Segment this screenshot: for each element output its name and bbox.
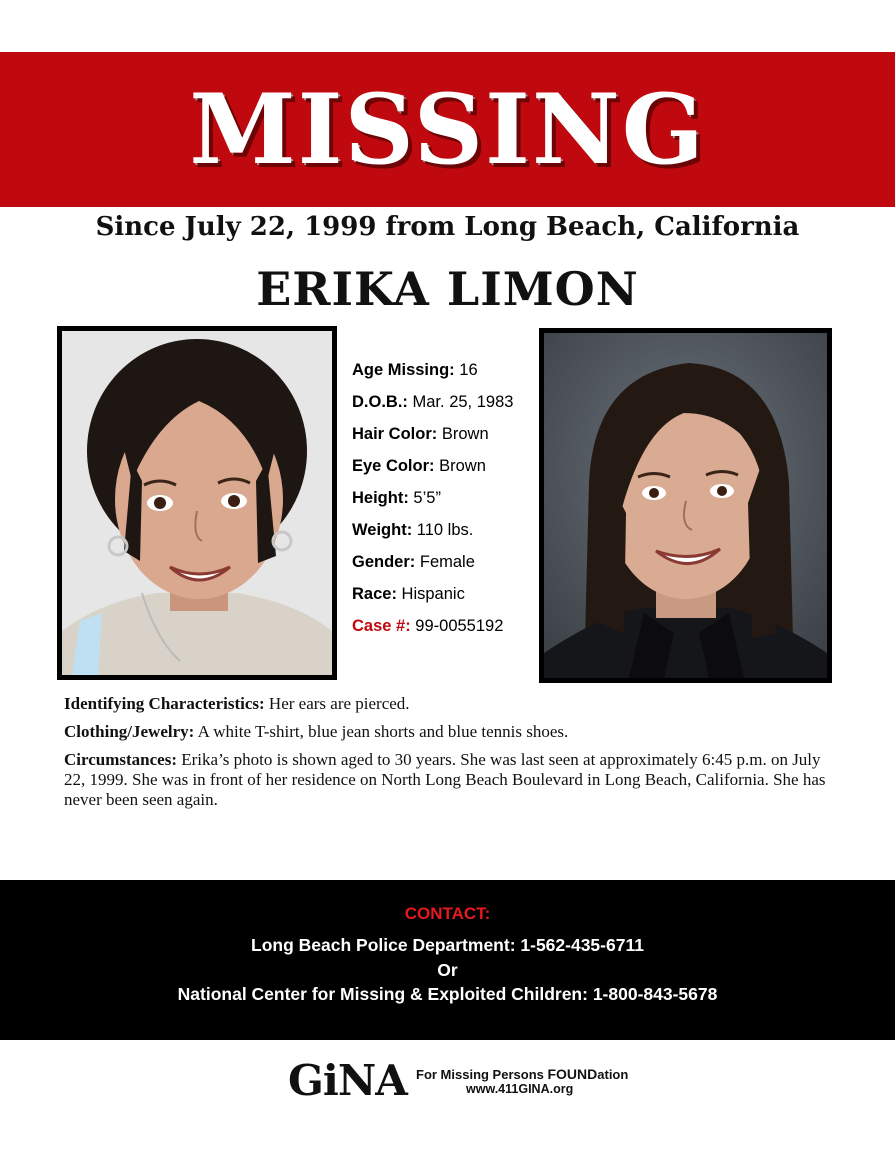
contact-title: CONTACT:	[404, 904, 491, 923]
stat-value: 110 lbs.	[416, 521, 474, 539]
missing-since-line: Since July 22, 1999 from Long Beach, California	[95, 212, 800, 242]
stat-gender	[352, 550, 513, 582]
stats-list	[352, 358, 513, 646]
stat-height	[352, 486, 513, 518]
stat-eye-color	[352, 454, 513, 486]
identifying-label: Identifying Characteristics:	[64, 694, 265, 713]
clothing-text: A white T-shirt, blue jean shorts and blue tennis shoes.	[197, 722, 569, 741]
contact-police: Long Beach Police Department: 1-562-435-6711	[251, 935, 644, 955]
clothing-label: Clothing/Jewelry:	[64, 722, 195, 741]
stat-hair-color	[352, 422, 513, 454]
gina-url: www.411GINA.org	[466, 1082, 574, 1096]
identifying-text: Her ears are pierced.	[268, 694, 410, 713]
stat-value: 5’5”	[413, 489, 441, 507]
stat-label: Age Missing:	[352, 361, 455, 379]
stat-value: Hispanic	[401, 585, 465, 603]
missing-title: MISSING	[189, 73, 706, 186]
stat-value: 99-0055192	[415, 617, 504, 635]
contact-section	[0, 880, 895, 1040]
stat-label: Hair Color:	[352, 425, 438, 443]
clothing-jewelry	[64, 722, 844, 742]
contact-ncmec: National Center for Missing & Exploited Children: 1-800-843-5678	[177, 984, 718, 1004]
stat-race	[352, 582, 513, 614]
stat-label: Eye Color:	[352, 457, 435, 475]
circumstances-text: Erika’s photo is shown aged to 30 years. She was last seen at approximately 6:45 p.m. on July 22, 1999. She was in front of her residence on North Long Beach Boulevard in Long Beach, California. She has never been seen again.	[64, 750, 826, 809]
stat-dob	[352, 390, 513, 422]
circumstances-label: Circumstances:	[64, 750, 177, 769]
stat-weight	[352, 518, 513, 550]
photo-original	[57, 326, 337, 680]
stat-case-number	[352, 614, 513, 646]
stat-label: Height:	[352, 489, 409, 507]
stat-value: Brown	[439, 457, 486, 475]
stat-age-missing	[352, 358, 513, 390]
stat-value: Mar. 25, 1983	[412, 393, 514, 411]
stat-label: Race:	[352, 585, 397, 603]
stat-label: D.O.B.:	[352, 393, 408, 411]
stat-value: 16	[459, 361, 478, 379]
missing-banner	[0, 52, 895, 207]
gina-tagline: For Missing Persons FOUNDation	[416, 1066, 629, 1082]
gina-logo	[288, 1056, 629, 1106]
stat-label: Case #:	[352, 617, 411, 635]
stat-value: Female	[419, 553, 475, 571]
stat-label: Weight:	[352, 521, 413, 539]
stat-value: Brown	[441, 425, 489, 443]
circumstances	[64, 750, 844, 810]
stat-label: Gender:	[352, 553, 416, 571]
photo-age-progressed	[539, 328, 832, 683]
details-section	[64, 694, 844, 818]
gina-wordmark: GiNA	[288, 1056, 407, 1105]
contact-or: Or	[437, 960, 458, 980]
identifying-characteristics	[64, 694, 844, 714]
person-name: ERIKA LIMON	[256, 262, 639, 316]
